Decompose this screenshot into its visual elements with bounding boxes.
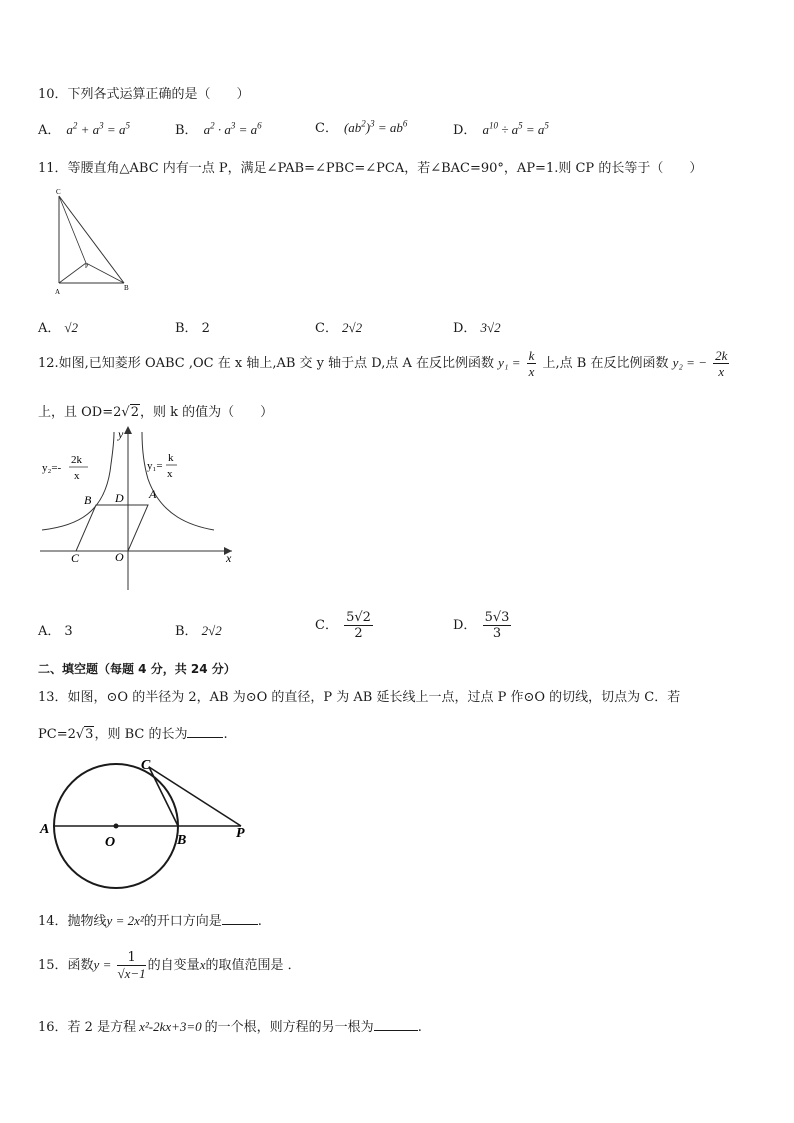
- q12-label-y2-den: x: [74, 470, 80, 482]
- q12-stem-line2: 上，且 OD=2√2，则 k 的值为（ ）: [38, 405, 274, 420]
- q12-option-d: D． $\frac{5√3}{3}$: [453, 610, 510, 641]
- q10-option-b: B． $a^2 \cdot a^3 = a^6$: [175, 120, 262, 138]
- q11-label-p: P: [85, 264, 89, 270]
- q12-label-y2-num: 2k: [71, 454, 82, 466]
- q11-option-d: D． 3√2: [453, 320, 501, 336]
- q12-label-x-axis: x: [226, 551, 232, 565]
- q11-option-b: B． 2: [175, 321, 210, 336]
- q11-option-c: C． 2√2: [315, 320, 363, 336]
- q12-y-axis-arrow: [124, 426, 132, 434]
- q11-segment-cp: [59, 196, 86, 263]
- q11-label-c: C: [56, 188, 61, 196]
- q11-label-a: A: [55, 288, 61, 296]
- q13-stem-line2: PC=2√3，则 BC 的长为 .: [38, 727, 228, 742]
- q13-center-point: [114, 824, 119, 829]
- section-title-fill-in: 二、填空题（每题 4 分，共 24 分）: [38, 662, 236, 676]
- q10-stem: 10．下列各式运算正确的是（ ）: [38, 87, 250, 102]
- q10-option-c: C． $(ab^2)^3 = ab^6$: [315, 118, 408, 136]
- q13-label-a: A: [40, 822, 50, 837]
- q12-label-y1-den: x: [167, 468, 173, 480]
- q12-option-c: C． $\frac{5√2}{2}$: [315, 610, 371, 641]
- q12-label-c: C: [71, 551, 80, 565]
- q12-label-y2: y₂=-: [42, 462, 62, 474]
- q13-circle-figure: [36, 757, 256, 891]
- q13-stem-line1: 13．如图，⊙O 的半径为 2，AB 为⊙O 的直径，P 为 AB 延长线上一点，过点 P 作⊙O 的切线，切点为 C．若: [38, 690, 681, 705]
- q15-stem: 15．函数y = $\frac{1}{√x-1}$ 的自变量x的取值范围是 ．: [38, 950, 301, 981]
- q11-segment-ap: [59, 263, 86, 283]
- q12-curve-y1: [142, 432, 214, 530]
- q14-answer-blank[interactable]: [222, 912, 258, 925]
- q13-label-o: O: [105, 835, 116, 850]
- q12-rhombus: [76, 505, 148, 551]
- q12-label-y-axis: y: [118, 427, 124, 441]
- q13-answer-blank[interactable]: [187, 725, 223, 738]
- q10-option-d: D． $a^{10} \div a^5 = a^5$: [453, 120, 549, 138]
- q12-rhombus-graph: [36, 424, 240, 592]
- q11-segment-bp: [86, 263, 124, 283]
- q12-label-o: O: [115, 550, 124, 564]
- q11-side-cb: [59, 196, 124, 283]
- q16-stem: 16．若 2 是方程 x²-2kx+3=0 的一个根，则方程的另一根为 .: [38, 1019, 422, 1035]
- q12-label-y1-num: k: [168, 452, 174, 464]
- q11-triangle-figure: [48, 185, 138, 297]
- q14-stem: 14．抛物线y = 2x²的开口方向是 .: [38, 913, 262, 929]
- q13-label-c: C: [141, 758, 151, 773]
- q12-label-a: A: [149, 487, 157, 501]
- q12-label-y1: y₁=: [147, 460, 163, 472]
- q13-label-p: P: [236, 826, 245, 841]
- q12-label-d: D: [115, 491, 124, 505]
- q11-label-b: B: [124, 284, 129, 292]
- q12-option-a: A． 3: [38, 624, 73, 639]
- q11-option-a: A． √2: [38, 320, 79, 336]
- q13-label-b: B: [177, 833, 187, 848]
- q16-answer-blank[interactable]: [374, 1018, 418, 1031]
- q10-option-a: A． $a^2 + a^3 = a^5$: [38, 120, 130, 138]
- q12-option-b: B． 2√2: [175, 623, 222, 639]
- q12-label-b: B: [84, 493, 92, 507]
- q11-stem: 11．等腰直角△ABC 内有一点 P，满足∠PAB=∠PBC=∠PCA，若∠BAC=90°，AP=1.则 CP 的长等于（ ）: [38, 161, 703, 176]
- q12-stem-line1: 12.如图,已知菱形 OABC ,OC 在 x 轴上,AB 交 y 轴于点 D,点 A 在反比例函数 y₁ = $\frac{k}{x}$ 上,点 B 在反比例函数 y₂ = − $\frac{2k}{x}$: [38, 348, 728, 379]
